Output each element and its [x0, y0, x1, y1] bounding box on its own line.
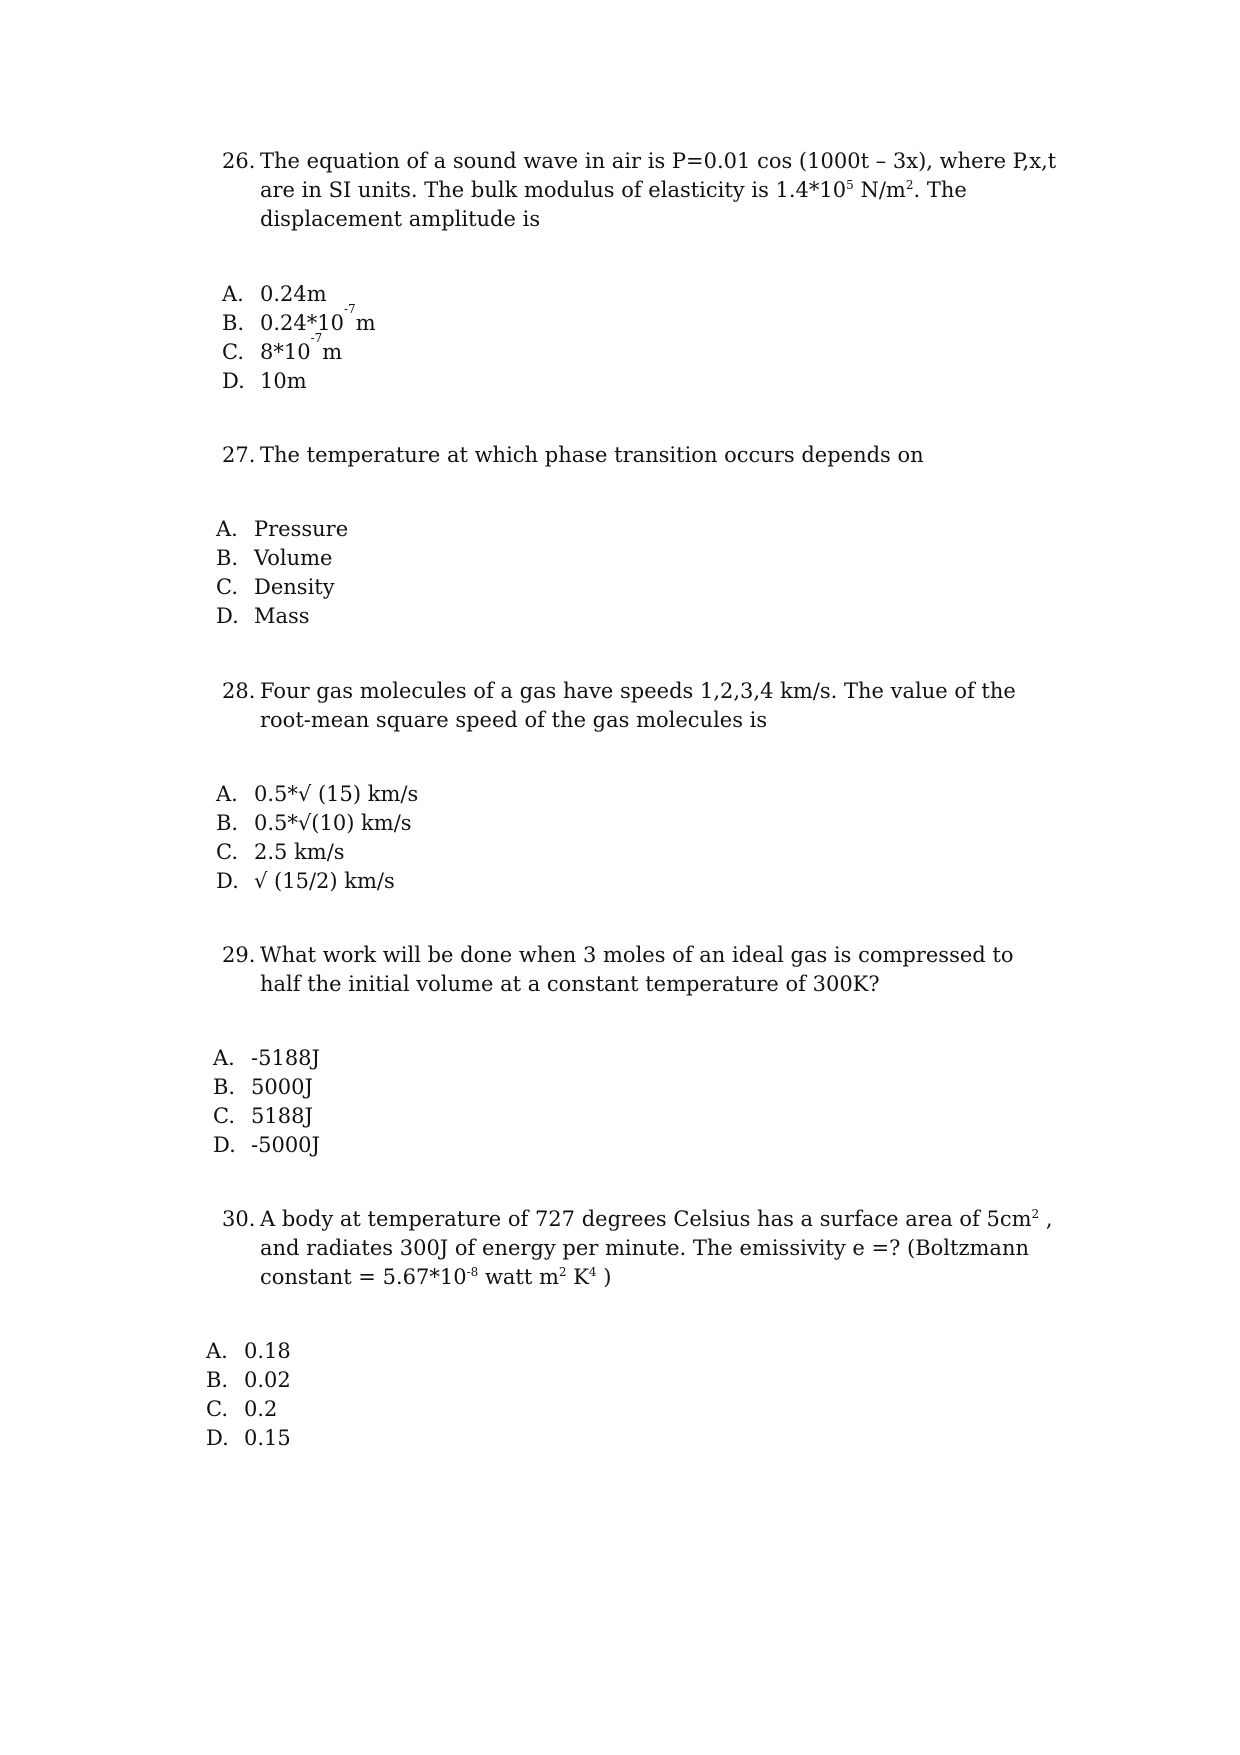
option-c: C. 2.5 km/s: [216, 840, 345, 864]
option-a: A. 0.18: [206, 1339, 291, 1363]
option-a: A. 0.24m: [222, 282, 327, 306]
option-b: B. 0.02: [206, 1368, 291, 1392]
option-d: D. -5000J: [213, 1133, 320, 1157]
options-26: [222, 280, 376, 396]
option-a: A. -5188J: [213, 1046, 320, 1070]
question-number: 30.: [222, 1207, 256, 1231]
question-text: A body at temperature of 727 degrees Celsius has a surface area of $5cm^2$ , and radiates 300J of energy per minute. The emissivity e =? (Boltzmann constant = $5.67*10^{-8}$ watt $m^2$ $K^4$ ): [260, 1207, 1053, 1289]
question-29: [222, 941, 1060, 999]
option-a: A. 0.5*√ (15) km/s: [216, 782, 419, 806]
question-27: [222, 441, 1060, 470]
question-number: 29.: [222, 943, 256, 967]
option-d: D. √ (15/2) km/s: [216, 869, 395, 893]
options-27: [216, 515, 348, 631]
options-28: [216, 780, 418, 896]
option-c: C. 0.2: [206, 1397, 278, 1421]
option-c: C. Density: [216, 575, 335, 599]
question-text: The equation of a sound wave in air is P=0.01 cos (1000t – 3x), where P,x,t are in SI units. The bulk modulus of elasticity is $1.4*10^5$ $N/m^2$. The displacement amplitude is: [260, 149, 1057, 231]
question-26: [222, 147, 1080, 234]
options-30: [206, 1337, 291, 1453]
option-d: D. Mass: [216, 604, 310, 628]
question-30: [222, 1205, 1060, 1292]
question-number: 28.: [222, 679, 256, 703]
question-text: The temperature at which phase transition occurs depends on: [260, 443, 924, 467]
option-d: D. 10m: [222, 369, 307, 393]
options-29: [213, 1044, 320, 1160]
option-c: C. 8*10 -7 m: [222, 331, 343, 364]
option-d: D. 0.15: [206, 1426, 291, 1450]
option-b: B. 5000J: [213, 1075, 313, 1099]
option-c: C. 5188J: [213, 1104, 313, 1128]
option-b: B. Volume: [216, 546, 333, 570]
option-b: B. 0.24*10 -7 m: [222, 302, 376, 335]
question-28: [222, 677, 1020, 735]
option-b: B. 0.5*√(10) km/s: [216, 811, 412, 835]
question-text: Four gas molecules of a gas have speeds 1,2,3,4 km/s. The value of the root-mean square speed of the gas molecules is: [260, 679, 1016, 732]
question-number: 26.: [222, 149, 256, 173]
question-number: 27.: [222, 443, 256, 467]
option-a: A. Pressure: [216, 517, 349, 541]
question-text: What work will be done when 3 moles of an ideal gas is compressed to half the initial volume at a constant temperature of 300K?: [260, 943, 1014, 996]
